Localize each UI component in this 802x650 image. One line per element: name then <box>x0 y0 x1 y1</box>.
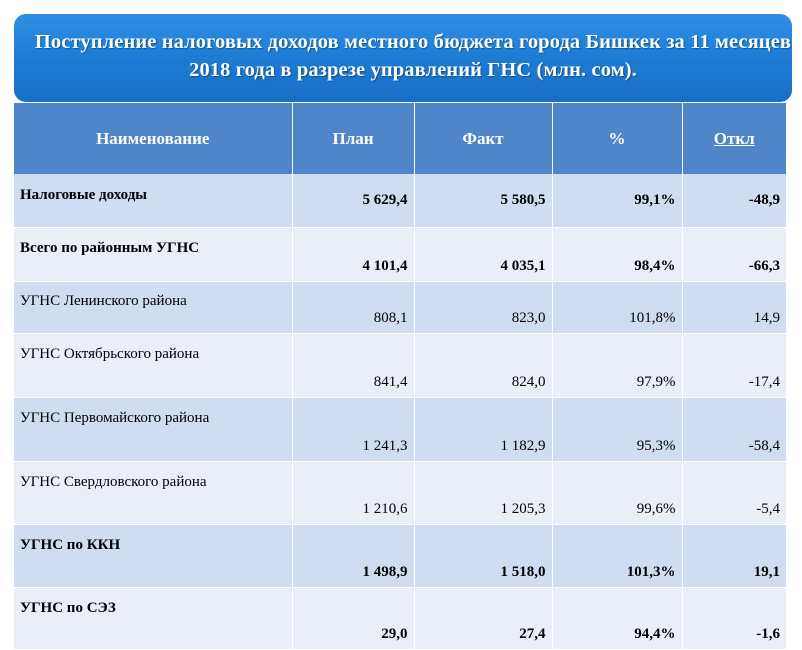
row-deviation: -5,4 <box>682 462 786 525</box>
row-name: Всего по районным УГНС <box>14 228 292 282</box>
row-plan: 5 629,4 <box>292 174 414 228</box>
table-row <box>14 398 786 462</box>
row-fact: 824,0 <box>414 334 552 398</box>
header-deviation: Откл <box>682 103 786 174</box>
row-percent: 94,4% <box>552 588 682 650</box>
row-fact: 823,0 <box>414 282 552 334</box>
row-deviation: 19,1 <box>682 525 786 588</box>
row-fact: 27,4 <box>414 588 552 650</box>
table-row <box>14 462 786 525</box>
row-plan: 4 101,4 <box>292 228 414 282</box>
row-percent: 95,3% <box>552 398 682 462</box>
row-name: УГНС по СЭЗ <box>14 588 292 650</box>
header-name: Наименование <box>14 103 292 174</box>
row-deviation: -58,4 <box>682 398 786 462</box>
page-title: Поступление налоговых доходов местного бюджета города Бишкек за 11 месяцев 2018 года в разрезе управлений ГНС (млн. сом). <box>34 31 792 81</box>
row-deviation: 14,9 <box>682 282 786 334</box>
row-name: Налоговые доходы <box>14 174 292 228</box>
row-fact: 1 518,0 <box>414 525 552 588</box>
table-row <box>14 174 786 228</box>
row-fact: 1 205,3 <box>414 462 552 525</box>
row-plan: 1 241,3 <box>292 398 414 462</box>
row-fact: 5 580,5 <box>414 174 552 228</box>
table-row <box>14 525 786 588</box>
table-row <box>14 334 786 398</box>
row-name: УГНС Ленинского района <box>14 282 292 334</box>
table-header-row <box>14 103 786 174</box>
header-fact: Факт <box>414 103 552 174</box>
row-fact: 4 035,1 <box>414 228 552 282</box>
row-percent: 99,6% <box>552 462 682 525</box>
row-deviation: -1,6 <box>682 588 786 650</box>
row-name: УГНС Первомайского района <box>14 398 292 462</box>
row-percent: 97,9% <box>552 334 682 398</box>
row-fact: 1 182,9 <box>414 398 552 462</box>
row-plan: 841,4 <box>292 334 414 398</box>
row-plan: 29,0 <box>292 588 414 650</box>
row-deviation: -48,9 <box>682 174 786 228</box>
row-plan: 1 210,6 <box>292 462 414 525</box>
row-percent: 99,1% <box>552 174 682 228</box>
table-row <box>14 228 786 282</box>
header-percent: % <box>552 103 682 174</box>
row-deviation: -66,3 <box>682 228 786 282</box>
header-plan: План <box>292 103 414 174</box>
table-row <box>14 588 786 650</box>
table-row <box>14 282 786 334</box>
row-deviation: -17,4 <box>682 334 786 398</box>
row-plan: 808,1 <box>292 282 414 334</box>
row-plan: 1 498,9 <box>292 525 414 588</box>
tax-revenue-table <box>14 103 786 650</box>
row-name: УГНС по ККН <box>14 525 292 588</box>
row-percent: 98,4% <box>552 228 682 282</box>
row-percent: 101,8% <box>552 282 682 334</box>
row-name: УГНС Октябрьского района <box>14 334 292 398</box>
row-name: УГНС Свердловского района <box>14 462 292 525</box>
row-percent: 101,3% <box>552 525 682 588</box>
